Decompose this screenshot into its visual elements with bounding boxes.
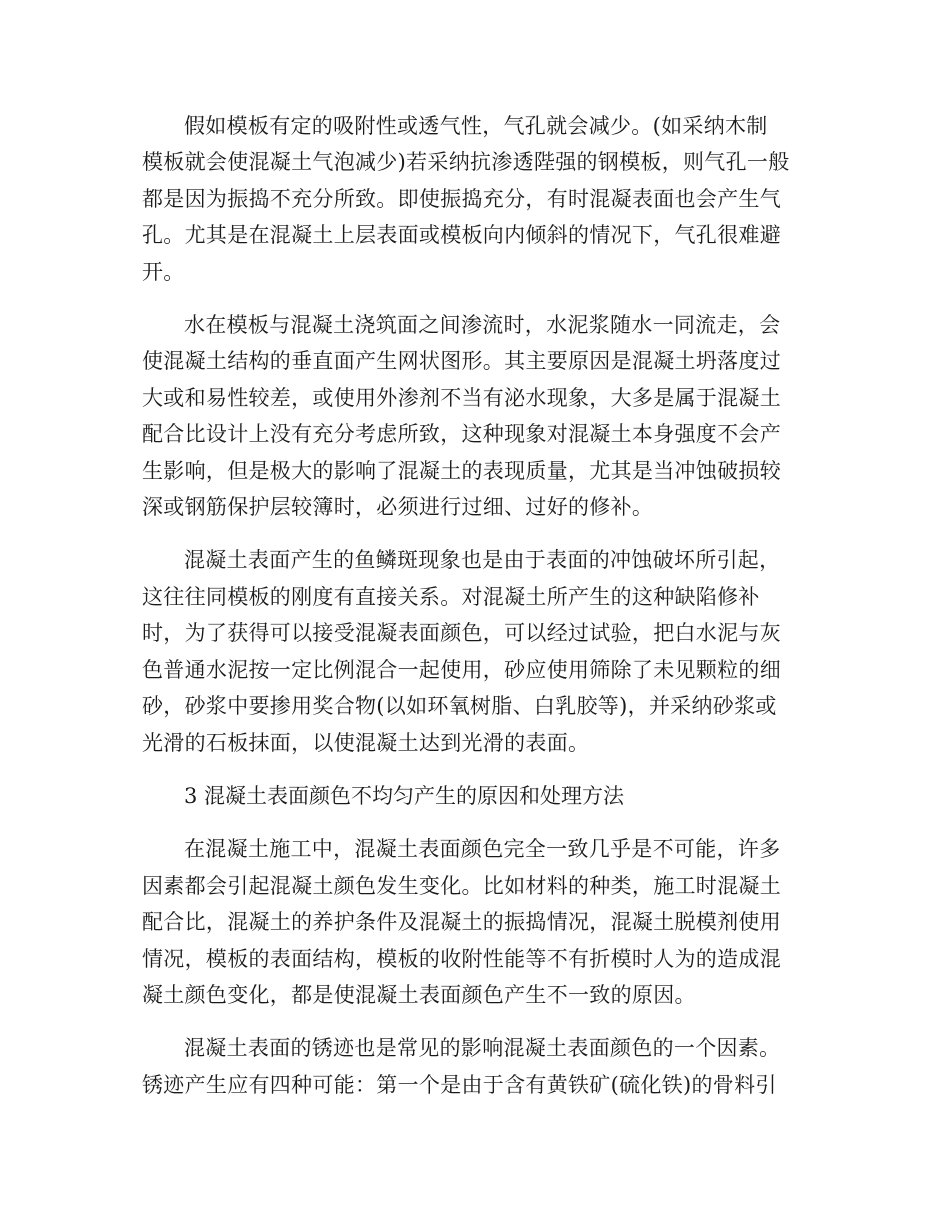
section-heading: 3 混凝土表面颜色不均匀产生的原因和处理方法: [184, 783, 625, 808]
text-line: 凝土颜色变化，都是使混凝土表面颜色产生不一致的原因。: [142, 982, 696, 1007]
text-line: 配合比，混凝土的养护条件及混凝土的振捣情况，混凝土脱模剂使用: [142, 910, 781, 935]
text-line: 情况，模板的表面结构，模板的收附性能等不有折模时人为的造成混: [142, 946, 781, 971]
paragraph-3: [142, 542, 807, 760]
text-line: 水在模板与混凝土浇筑面之间渗流时，水泥浆随水一同流走，会: [184, 313, 781, 338]
text-line: 都是因为振捣不充分所致。即使振捣充分，有时混凝表面也会产生气: [142, 186, 781, 211]
text-line: 配合比设计上没有充分考虑所致，这种现象对混凝土本身强度不会产: [142, 422, 781, 447]
document-page: [142, 108, 807, 1120]
text-line: 假如模板有定的吸附性或透气性，气孔就会减少。(如采纳木制: [184, 114, 768, 138]
text-line: 砂，砂浆中要掺用奖合物(以如环氧树脂、白乳胶等)，并采纳砂浆或: [142, 694, 777, 719]
paragraph-4: [142, 831, 807, 1013]
text-line: 模板就会使混凝土气泡减少)若采纳抗渗透陛强的钢模板，则气孔一般: [142, 150, 790, 175]
text-line: 大或和易性较差，或使用外渗剂不当有泌水现象，大多是属于混凝土: [142, 385, 781, 410]
text-line: 因素都会引起混凝土颜色发生变化。比如材料的种类，施工时混凝土: [142, 873, 781, 898]
paragraph-5: [142, 1030, 807, 1103]
text-line: 混凝土表面产生的鱼鳞斑现象也是由于表面的冲蚀破坏所引起，: [184, 548, 781, 573]
text-line: 在混凝土施工中，混凝土表面颜色完全一致几乎是不可能，许多: [184, 837, 781, 862]
paragraph-2: [142, 307, 807, 525]
text-line: 孔。尤其是在混凝土上层表面或模板向内倾斜的情况下，气孔很难避: [142, 223, 781, 248]
text-line: 深或钢筋保护层较簿时，必须进行过细、过好的修补。: [142, 495, 654, 520]
text-line: 生影响，但是极大的影响了混凝土的表现质量，尤其是当冲蚀破损较: [142, 458, 781, 483]
text-line: 时，为了获得可以接受混凝表面颜色，可以经过试验，把白水泥与灰: [142, 621, 781, 646]
paragraph-1: [142, 108, 807, 290]
text-line: 光滑的石板抹面，以使混凝土达到光滑的表面。: [142, 730, 590, 755]
text-line: 混凝土表面的锈迹也是常见的影响混凝土表面颜色的一个因素。: [184, 1036, 781, 1061]
text-line: 锈迹产生应有四种可能：第一个是由于含有黄铁矿(硫化铁)的骨料引: [142, 1072, 777, 1097]
text-line: 使混凝土结构的垂直面产生网状图形。其主要原因是混凝土坍落度过: [142, 349, 781, 374]
text-line: 这往往同模板的刚度有直接关系。对混凝土所产生的这种缺陷修补: [142, 584, 760, 609]
text-line: 开。: [142, 259, 185, 284]
text-line: 色普通水泥按一定比例混合一起使用，砂应使用筛除了未见颗粒的细: [142, 657, 781, 682]
